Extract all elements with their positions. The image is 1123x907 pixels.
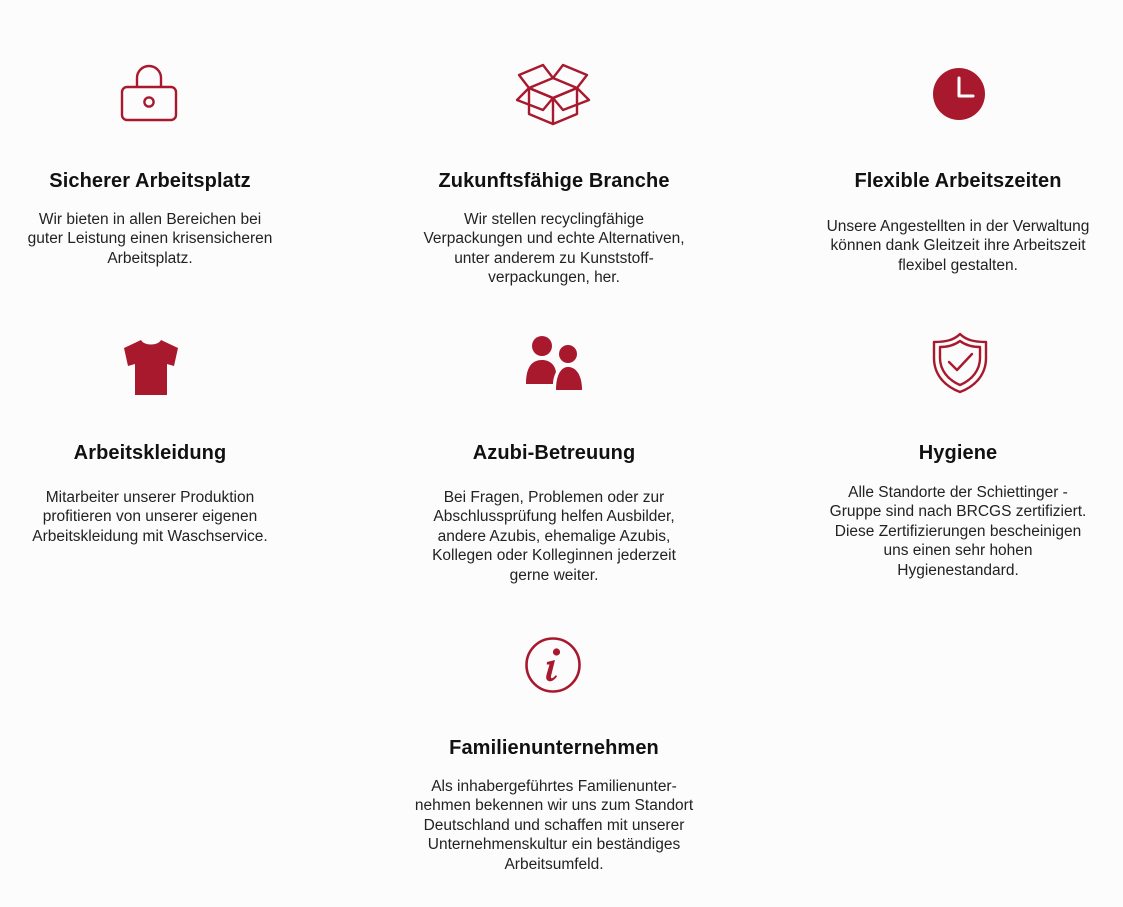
info-icon: [524, 636, 582, 694]
benefit-title: Hygiene: [918, 442, 998, 464]
lock-icon: [120, 62, 178, 124]
benefit-card-apprentice-support: [404, 300, 704, 590]
shirt-icon: [122, 338, 180, 396]
benefit-card-secure-workplace: [0, 0, 300, 290]
benefit-card-hygiene: [808, 300, 1108, 590]
benefit-description: Unsere Angestellten in der Verwaltung können dank Gleitzeit ihre Arbeitszeit flexibel gestalten.: [826, 218, 1090, 274]
benefit-title: Sicherer Arbeitsplatz: [49, 170, 251, 192]
shield-check-icon: [932, 332, 988, 394]
benefit-title: Familienunternehmen: [449, 737, 659, 759]
benefit-description: Wir bieten in allen Bereichen bei guter Leistung einen krisensicheren Arbeitsplatz.: [27, 211, 273, 267]
benefit-title: Azubi-Betreuung: [472, 442, 636, 464]
benefit-description: Alle Standorte der Schiettinger - Gruppe sind nach BRCGS zertifiziert. Diese Zertifizierungen bescheinigen uns einen sehr hohen Hygienestandard.: [829, 484, 1087, 579]
benefit-card-workwear: [0, 300, 300, 580]
benefit-title: Flexible Arbeitszeiten: [854, 170, 1062, 192]
benefit-description: Als inhabergeführtes Familienunter- nehmen bekennen wir uns zum Standort Deutschland und schaffen mit unserer Unternehmenskultur ein beständiges Arbeitsumfeld.: [414, 778, 694, 873]
benefit-description: Mitarbeiter unserer Produktion profitieren von unserer eigenen Arbeitskleidung mit Waschservice.: [32, 489, 268, 545]
box-icon: [515, 62, 591, 126]
benefit-card-sustainable-industry: [404, 0, 704, 290]
benefit-card-flexible-hours: [808, 0, 1108, 290]
benefit-title: Zukunftsfähige Branche: [438, 170, 670, 192]
benefit-card-family-business: [404, 600, 704, 890]
benefit-description: Bei Fragen, Problemen oder zur Abschlussprüfung helfen Ausbilder, andere Azubis, ehemalige Azubis, Kollegen oder Kolleginnen jederzeit gerne weiter.: [432, 489, 676, 584]
users-icon: [526, 334, 584, 392]
benefit-title: Arbeitskleidung: [73, 442, 227, 464]
benefit-description: Wir stellen recyclingfähige Verpackungen und echte Alternativen, unter anderem zu Kunststoff- verpackungen, her.: [423, 211, 685, 287]
clock-icon: [933, 68, 985, 120]
